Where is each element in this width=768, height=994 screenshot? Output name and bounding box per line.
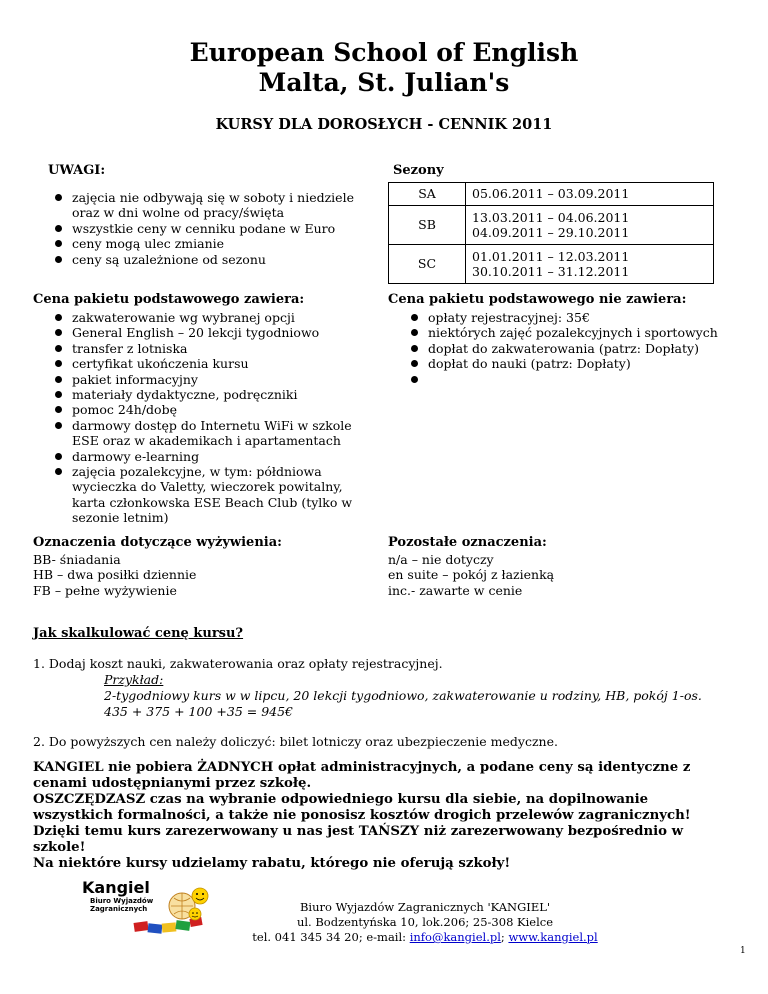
promo-line: Na niektóre kursy udzielamy rabatu, którego nie oferują szkoły! bbox=[33, 856, 511, 871]
list-item: dopłat do nauki (patrz: Dopłaty) bbox=[408, 356, 748, 371]
table-row bbox=[389, 206, 714, 245]
logo-name: Kangiel bbox=[82, 878, 150, 897]
bullet-icon bbox=[55, 376, 62, 383]
other-marks-list bbox=[388, 552, 554, 598]
bullet-icon bbox=[55, 360, 62, 367]
excludes-heading: Cena pakietu podstawowego nie zawiera: bbox=[388, 292, 687, 307]
bullet-icon bbox=[55, 314, 62, 321]
list-item bbox=[408, 372, 748, 387]
promo-line: szkole! bbox=[33, 840, 86, 855]
meals-list bbox=[33, 552, 196, 598]
logo-sub: Biuro Wyjazdów Zagranicznych bbox=[90, 897, 154, 913]
bullet-icon bbox=[411, 345, 418, 352]
includes-list bbox=[52, 310, 372, 526]
list-item: inc.- zawarte w cenie bbox=[388, 582, 523, 598]
bullet-icon bbox=[55, 194, 62, 201]
email-link[interactable]: info@kangiel.pl bbox=[409, 930, 501, 944]
calc-example-text: 2-tygodniowy kurs w w lipcu, 20 lekcji tygodniowo, zakwaterowanie u rodziny, HB, pokój 1-os. bbox=[104, 688, 702, 703]
bullet-icon bbox=[55, 453, 62, 460]
promo-line: KANGIEL nie pobiera ŻADNYCH opłat administracyjnych, a podane ceny są identyczne z bbox=[33, 760, 691, 775]
bullet-icon bbox=[55, 256, 62, 263]
seasons-heading: Sezony bbox=[393, 163, 444, 178]
promo-line: OSZCZĘDZASZ czas na wybranie odpowiedniego kursu dla siebie, na dopilnowanie bbox=[33, 792, 649, 807]
bullet-icon bbox=[411, 376, 418, 383]
seasons-table bbox=[388, 182, 714, 284]
bullet-icon bbox=[55, 406, 62, 413]
notes-heading: UWAGI: bbox=[48, 163, 106, 178]
calc-example-sum: 435 + 375 + 100 +35 = 945€ bbox=[104, 704, 294, 719]
bullet-icon bbox=[55, 391, 62, 398]
list-item: ceny mogą ulec zmianie bbox=[52, 236, 372, 251]
season-dates: 13.03.2011 – 04.06.2011 04.09.2011 – 29.10.2011 bbox=[466, 206, 714, 245]
list-item: materiały dydaktyczne, podręczniki bbox=[52, 387, 372, 402]
title-line-1: European School of English bbox=[189, 38, 579, 67]
footer-line-3: tel. 041 345 34 20; e-mail: info@kangiel.pl; www.kangiel.pl bbox=[252, 930, 598, 944]
list-item: darmowy e-learning bbox=[52, 449, 372, 464]
list-item: FB – pełne wyżywienie bbox=[33, 582, 177, 598]
list-item: zajęcia nie odbywają się w soboty i niedziele oraz w dni wolne od pracy/święta bbox=[52, 190, 372, 221]
promo-line: wszystkich formalności, a także nie ponosisz kosztów drogich przelewów zagranicznych! bbox=[33, 808, 691, 823]
list-item: zakwaterowanie wg wybranej opcji bbox=[52, 310, 372, 325]
list-item: certyfikat ukończenia kursu bbox=[52, 356, 372, 371]
footer-line-2: ul. Bodzentyńska 10, lok.206; 25-308 Kielce bbox=[296, 915, 554, 929]
bullet-icon bbox=[55, 468, 62, 475]
list-item: pakiet informacyjny bbox=[52, 372, 372, 387]
page-number: 1 bbox=[740, 946, 746, 956]
list-item: transfer z lotniska bbox=[52, 341, 372, 356]
footer-line-1: Biuro Wyjazdów Zagranicznych 'KANGIEL' bbox=[299, 900, 551, 914]
list-item: ceny są uzależnione od sezonu bbox=[52, 252, 372, 267]
season-code: SB bbox=[389, 206, 466, 245]
includes-heading: Cena pakietu podstawowego zawiera: bbox=[33, 292, 305, 307]
title-line-2: Malta, St. Julian's bbox=[258, 68, 510, 97]
footer-address bbox=[240, 900, 610, 945]
excludes-list bbox=[408, 310, 748, 387]
list-item: pomoc 24h/dobę bbox=[52, 402, 372, 417]
website-link[interactable]: www.kangiel.pl bbox=[508, 930, 598, 944]
bullet-icon bbox=[55, 240, 62, 247]
bullet-icon bbox=[55, 422, 62, 429]
list-item: HB – dwa posiłki dziennie bbox=[33, 567, 197, 583]
season-code: SA bbox=[389, 183, 466, 206]
list-item: BB- śniadania bbox=[33, 552, 121, 567]
notes-list bbox=[52, 190, 372, 267]
subtitle: KURSY DLA DOROSŁYCH - CENNIK 2011 bbox=[215, 116, 553, 133]
list-item: n/a – nie dotyczy bbox=[388, 552, 494, 567]
list-item: niektórych zajęć pozalekcyjnych i sportowych bbox=[408, 325, 748, 340]
meals-heading: Oznaczenia dotyczące wyżywienia: bbox=[33, 535, 282, 550]
bullet-icon bbox=[55, 329, 62, 336]
table-row bbox=[389, 183, 714, 206]
list-item: opłaty rejestracyjnej: 35€ bbox=[408, 310, 748, 325]
promo-block bbox=[33, 760, 743, 872]
list-item: en suite – pokój z łazienką bbox=[388, 567, 555, 583]
bullet-icon bbox=[411, 329, 418, 336]
table-row bbox=[389, 245, 714, 284]
season-code: SC bbox=[389, 245, 466, 284]
bullet-icon bbox=[55, 225, 62, 232]
list-item: darmowy dostęp do Internetu WiFi w szkole ESE oraz w akademikach i apartamentach bbox=[52, 418, 372, 449]
promo-line: Dzięki temu kurs zarezerwowany u nas jest TAŃSZY niż zarezerwowany bezpośrednio w bbox=[33, 824, 684, 839]
calc-example-label: Przykład: bbox=[104, 672, 164, 687]
calc-step-2: 2. Do powyższych cen należy doliczyć: bilet lotniczy oraz ubezpieczenie medyczne. bbox=[33, 734, 558, 749]
calc-heading: Jak skalkulować cenę kursu? bbox=[33, 626, 244, 641]
calc-step-1: 1. Dodaj koszt nauki, zakwaterowania oraz opłaty rejestracyjnej. bbox=[33, 656, 443, 671]
list-item: dopłat do zakwaterowania (patrz: Dopłaty) bbox=[408, 341, 748, 356]
bullet-icon bbox=[55, 345, 62, 352]
list-item: zajęcia pozalekcyjne, w tym: półdniowa wycieczka do Valetty, wieczorek powitalny, karta członkowska ESE Beach Club (tylko w sezonie letnim) bbox=[52, 464, 372, 526]
other-marks-heading: Pozostałe oznaczenia: bbox=[388, 535, 547, 550]
kangiel-logo bbox=[82, 878, 222, 940]
list-item: General English – 20 lekcji tygodniowo bbox=[52, 325, 372, 340]
bullet-icon bbox=[411, 360, 418, 367]
bullet-icon bbox=[411, 314, 418, 321]
season-dates: 05.06.2011 – 03.09.2011 bbox=[466, 183, 714, 206]
list-item: wszystkie ceny w cenniku podane w Euro bbox=[52, 221, 372, 236]
season-dates: 01.01.2011 – 12.03.2011 30.10.2011 – 31.12.2011 bbox=[466, 245, 714, 284]
promo-line: cenami udostępnianymi przez szkołę. bbox=[33, 776, 312, 791]
